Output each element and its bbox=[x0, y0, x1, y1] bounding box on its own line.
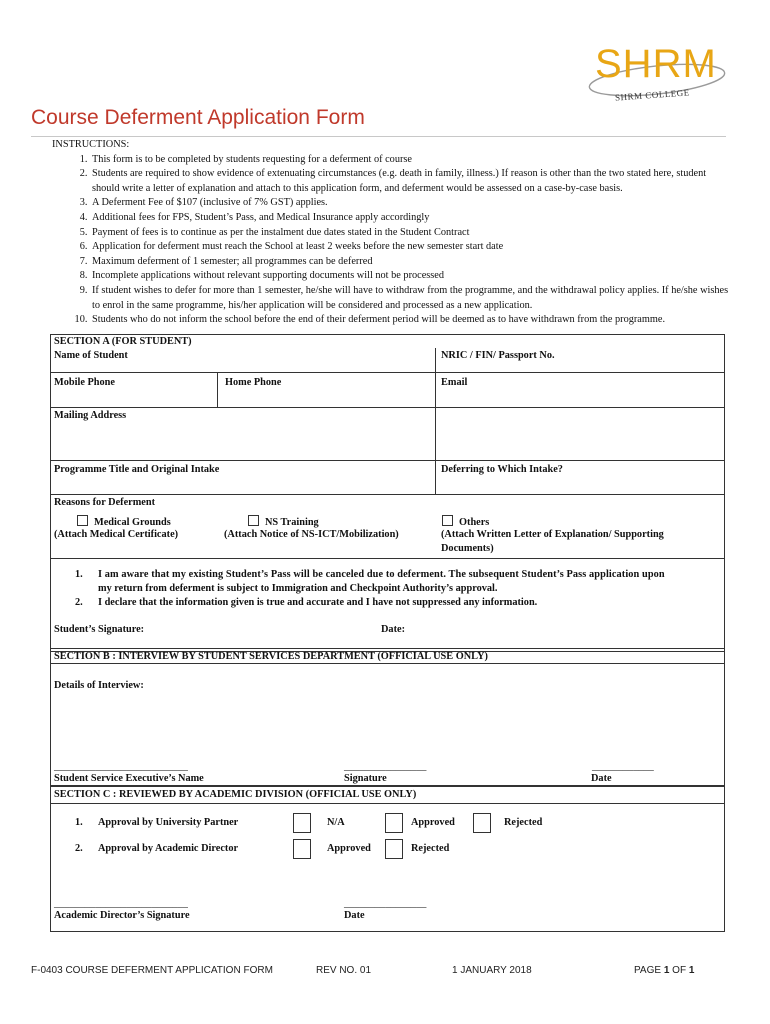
page-number: 1 bbox=[663, 965, 670, 976]
divider bbox=[51, 460, 724, 461]
page-of: OF bbox=[672, 965, 687, 976]
na-checkbox[interactable] bbox=[293, 813, 311, 833]
instruction-item: 4. Additional fees for FPS, Student’s Pass, and Medical Insurance apply accordingly bbox=[90, 211, 732, 226]
exec-name-label: Student Service Executive’s Name bbox=[54, 773, 204, 784]
footer-page bbox=[634, 965, 694, 976]
instructions bbox=[52, 138, 732, 328]
medical-grounds-label: Medical Grounds bbox=[94, 517, 171, 528]
rejected-1-label: Rejected bbox=[504, 817, 543, 828]
declaration-2-number: 2. bbox=[75, 597, 83, 608]
instructions-header: INSTRUCTIONS: bbox=[52, 139, 130, 150]
details-of-interview-label: Details of Interview: bbox=[54, 680, 144, 691]
date-label: Date: bbox=[381, 624, 406, 635]
instruction-item: 3. A Deferment Fee of $107 (inclusive of 7% GST) applies. bbox=[90, 196, 732, 211]
na-label: N/A bbox=[327, 817, 345, 828]
rejected-2-checkbox[interactable] bbox=[385, 839, 403, 859]
instructions-list bbox=[52, 153, 732, 328]
declaration-1-number: 1. bbox=[75, 569, 83, 580]
nric-label: NRIC / FIN/ Passport No. bbox=[441, 350, 555, 361]
footer-date: 1 JANUARY 2018 bbox=[452, 965, 532, 976]
mailing-address-label: Mailing Address bbox=[54, 410, 127, 421]
divider bbox=[217, 372, 218, 408]
section-b-heading: SECTION B : INTERVIEW BY STUDENT SERVICES DEPARTMENT (OFFICIAL USE ONLY) bbox=[54, 651, 488, 662]
ns-note: (Attach Notice of NS-ICT/Mobilization) bbox=[224, 529, 399, 540]
reasons-label: Reasons for Deferment bbox=[54, 497, 156, 508]
divider bbox=[51, 494, 724, 495]
instruction-item: 5. Payment of fees is to continue as per the instalment due dates stated in the Student Contract bbox=[90, 226, 732, 241]
instruction-item: 7. Maximum deferment of 1 semester; all programmes can be deferred bbox=[90, 255, 732, 270]
divider bbox=[435, 460, 436, 494]
divider bbox=[51, 372, 724, 373]
section-b bbox=[50, 648, 725, 786]
section-a-heading: SECTION A (FOR STUDENT) bbox=[54, 336, 192, 347]
logo-subtitle: SHRM COLLEGE bbox=[614, 87, 691, 103]
item-2-number: 2. bbox=[75, 843, 83, 854]
divider bbox=[51, 407, 724, 408]
others-option[interactable] bbox=[442, 515, 489, 528]
ns-training-label: NS Training bbox=[265, 517, 319, 528]
logo-brand: SHRM bbox=[595, 42, 717, 86]
date-label: Date bbox=[591, 773, 612, 784]
director-signature-label: Academic Director’s Signature bbox=[54, 910, 190, 921]
page-total: 1 bbox=[688, 965, 695, 976]
ns-checkbox[interactable] bbox=[248, 515, 259, 526]
approved-1-label: Approved bbox=[411, 817, 455, 828]
approved-2-checkbox[interactable] bbox=[293, 839, 311, 859]
deferring-intake-label: Deferring to Which Intake? bbox=[441, 464, 563, 475]
instruction-item: 8. Incomplete applications without relevant supporting documents will not be processed bbox=[90, 269, 732, 284]
declaration-1-line-a: I am aware that my existing Student’s Pass will be canceled due to deferment. The subsequent Student’s Pass application upon bbox=[98, 569, 665, 580]
divider bbox=[51, 663, 724, 664]
signature-label: Signature bbox=[344, 773, 387, 784]
divider bbox=[51, 558, 724, 559]
declaration-2: I declare that the information given is true and accurate and I have not suppressed any information. bbox=[98, 597, 538, 608]
others-checkbox[interactable] bbox=[442, 515, 453, 526]
divider bbox=[51, 803, 724, 804]
others-label: Others bbox=[459, 517, 490, 528]
exec-name-line: __________________________ bbox=[54, 761, 188, 772]
mobile-phone-label: Mobile Phone bbox=[54, 377, 115, 388]
approved-2-label: Approved bbox=[327, 843, 371, 854]
approval-university-label: Approval by University Partner bbox=[98, 817, 239, 828]
date-line: ____________ bbox=[592, 761, 654, 772]
student-signature-label: Student’s Signature: bbox=[54, 624, 145, 635]
section-c-heading: SECTION C : REVIEWED BY ACADEMIC DIVISION (OFFICIAL USE ONLY) bbox=[54, 789, 417, 800]
signature-line: ________________ bbox=[344, 761, 427, 772]
footer-rev: REV NO. 01 bbox=[316, 965, 372, 976]
item-1-number: 1. bbox=[75, 817, 83, 828]
email-label: Email bbox=[441, 377, 468, 388]
rejected-1-checkbox[interactable] bbox=[473, 813, 491, 833]
date-label: Date bbox=[344, 910, 365, 921]
others-note-2: Documents) bbox=[441, 543, 494, 554]
programme-title-label: Programme Title and Original Intake bbox=[54, 464, 220, 475]
medical-note: (Attach Medical Certificate) bbox=[54, 529, 179, 540]
declaration-1-line-b: my return from deferment is subject to Immigration and Checkpoint Authority’s approval. bbox=[98, 583, 498, 594]
shrm-logo bbox=[585, 40, 735, 110]
home-phone-label: Home Phone bbox=[225, 377, 282, 388]
others-note-1: (Attach Written Letter of Explanation/ Supporting bbox=[441, 529, 664, 540]
approval-director-label: Approval by Academic Director bbox=[98, 843, 239, 854]
page-title: Course Deferment Application Form bbox=[31, 106, 365, 129]
divider bbox=[435, 348, 436, 462]
medical-checkbox[interactable] bbox=[77, 515, 88, 526]
footer-form-code: F-0403 COURSE DEFERMENT APPLICATION FORM bbox=[31, 965, 273, 976]
instruction-item: 1. This form is to be completed by students requesting for a deferment of course bbox=[90, 153, 732, 168]
page-label: PAGE bbox=[634, 965, 662, 976]
instruction-item: 6. Application for deferment must reach the School at least 2 weeks before the new semester start date bbox=[90, 240, 732, 255]
medical-grounds-option[interactable] bbox=[77, 515, 171, 528]
instruction-item: 10. Students who do not inform the school before the end of their deferment period will be deemed as to have withdrawn from the programme. bbox=[90, 313, 732, 328]
title-divider bbox=[31, 136, 726, 137]
rejected-2-label: Rejected bbox=[411, 843, 450, 854]
approved-1-checkbox[interactable] bbox=[385, 813, 403, 833]
date-line: ________________ bbox=[344, 898, 427, 909]
instruction-item: 2. Students are required to show evidence of extenuating circumstances (e.g. death in family, illness.) If reason is other than the two stated here, student should write a letter of explanation and attach to this application form, and deferment would be assessed on a case-by-case basis. bbox=[90, 167, 732, 196]
director-signature-line: __________________________ bbox=[54, 898, 188, 909]
name-of-student-label: Name of Student bbox=[54, 350, 128, 361]
ns-training-option[interactable] bbox=[248, 515, 319, 528]
section-c bbox=[50, 786, 725, 932]
section-a bbox=[50, 334, 725, 652]
instruction-item: 9. If student wishes to defer for more than 1 semester, he/she will have to withdraw from the programme, and the withdrawal policy applies. If he/she wishes to enrol in the same programme, his/her application will be considered and processed as a new application. bbox=[90, 284, 732, 313]
